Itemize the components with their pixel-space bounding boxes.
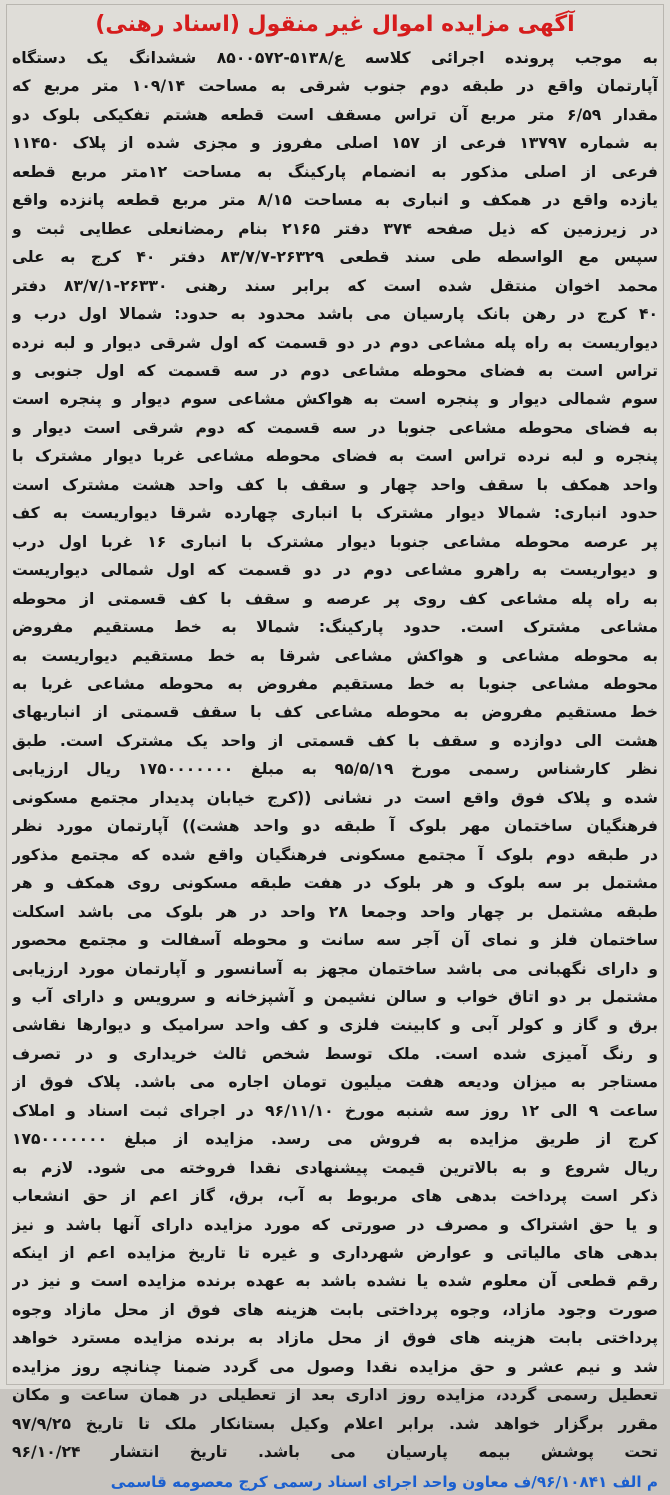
notice-line: محمد اخوان منتقل شده است که برابر سند رهنی ۲۶۳۳۰-۸۳/۷/۱ دفتر (12, 276, 658, 295)
notice-line: مقرر برگزار خواهد شد. برابر اعلام وکیل بستانکار ملک تا تاریخ ۹۷/۹/۲۵ (12, 1414, 658, 1433)
notice-line: حدود انباری: شمالا دیوار مشترک با انباری چهارده شرقا دیواریست به کف (12, 504, 658, 523)
notice-line: به شماره ۱۳۷۹۷ فرعی از ۱۵۷ اصلی مفروز و مجزی شده از پلاک ۱۱۴۵۰ (12, 134, 658, 153)
notice-line: ساعت ۹ الی ۱۲ روز سه شنبه مورخ ۹۶/۱۱/۱۰ در اجرای ثبت اسناد و املاک (12, 1101, 658, 1120)
notice-line: دیواریست به راه پله مشاعی دوم در دو قسمت که اول شرقی دیوار و لبه نرده (12, 333, 658, 352)
notice-line: مشاعی مشترک است. حدود پارکینگ: شمالا به خط مستقیم مفروض (12, 618, 658, 637)
notice-line: مستاجر به میزان ودیعه هفت میلیون تومان اجاره می باشد. پلاک فوق از (12, 1073, 658, 1092)
notice-line: پر عرصه محوطه مشاعی جنوبا دیوار مشترک با انباری ۱۶ غربا اول درب (12, 532, 658, 551)
notice-line: مقدار ۶/۵۹ متر مربع آن تراس مسقف است قطعه هشتم تفکیکی بلوک دو (12, 105, 658, 124)
notice-line: در زیرزمین که ذیل صفحه ۳۷۴ دفتر ۲۱۶۵ بنام رمضانعلی عطایی ثبت و (12, 219, 658, 238)
notice-line: فرعی از اصلی مذکور به انضمام پارکینگ به مساحت ۱۲متر مربع قطعه (12, 162, 658, 181)
notice-line: نظر کارشناس رسمی مورخ ۹۵/۵/۱۹ به مبلغ ۱۷۵۰۰۰۰۰۰۰ ریال ارزیابی (12, 760, 658, 779)
notice-line: تعطیل رسمی گردد، مزایده روز اداری بعد از تعطیلی در همان ساعت و مکان (12, 1386, 658, 1405)
notice-line: سپس مع الواسطه طی سند قطعی ۲۶۳۲۹-۸۳/۷/۷ دفتر ۴۰ کرج به علی (12, 248, 658, 267)
notice-line: خط مستقیم مفروض به محوطه مشاعی کف با سقف قسمتی از انباریهای (12, 703, 658, 722)
notice-line: سوم شمالی دیوار و پنجره است به هواکش مشاعی سوم دیوار و پنجره است (12, 390, 658, 409)
notice-title: آگهی مزایده اموال غیر منقول (اسناد رهنی) (95, 12, 575, 37)
notice-line: ۴۰ کرج در رهن بانک پارسیان می باشد محدود به حدود: شمالا اول درب و (12, 305, 658, 324)
notice-line: مشتمل بر دو اتاق خواب و سالن نشیمن و آشپزخانه و سرویس و دارای آب و (12, 987, 658, 1006)
notice-line: به محوطه مشاعی و هواکش مشاعی شرقا به خط مستقیم دیواریست به (12, 646, 658, 665)
notice-line: و رنگ آمیزی شده است. ملک توسط شخص ثالث خریداری و در تصرف (12, 1044, 658, 1063)
notice-line: طبقه مشتمل بر چهار واحد وجمعا ۲۸ واحد در هر بلوک می باشد اسکلت (12, 902, 658, 921)
notice-line: مشتمل بر سه بلوک و هر بلوک در هفت طبقه مسکونی روی همکف و هر (12, 874, 658, 893)
notice-line: ذکر است پرداخت بدهی های مربوط به آب، برق، گاز اعم از حق انشعاب (12, 1187, 658, 1206)
notice-line: تراس است به فضای محوطه مشاعی دوم در سه قسمت که اول جنوبی و (12, 361, 658, 380)
notice-line: هشت الی دوازده و سقف با کف قسمتی از واحد یک مشترک است. طبق (12, 731, 658, 750)
notice-line: و دیواریست به راهرو مشاعی دوم در دو قسمت که اول شمالی دیواریست (12, 561, 658, 580)
notice-line: رقم قطعی آن معلوم شده یا نشده باشد به عهده برنده مزایده است و نیز در (12, 1272, 658, 1291)
notice-line: آپارتمان واقع در طبقه دوم جنوب شرقی به مساحت ۱۰۹/۱۴ متر مربع که (12, 77, 658, 96)
notice-line: برق و گاز و کولر آبی و کابینت فلزی و کف واحد سرامیک و دیوارها نقاشی (12, 1016, 658, 1035)
notice-line: فرهنگیان ساختمان مهر بلوک آ طبقه دو واحد هشت)) آپارتمان مورد نظر (12, 817, 658, 836)
notice-line: صورت وجود مازاد، وجوه پرداختی بابت هزینه های فوق از محل مازاد وجوه (12, 1300, 658, 1319)
notice-line: و دارای نگهبانی می باشد ساختمان مجهز به آسانسور و آپارتمان مورد ارزیابی (12, 959, 658, 978)
notice-line: واحد همکف با سقف واحد چهار و سقف با کف واحد هشت مشترک است (12, 475, 658, 494)
notice-line: به موجب پرونده اجرائی کلاسه ع/۵۱۳۸-۸۵۰۰۵۷۲ ششدانگ یک دستگاه (12, 49, 658, 67)
notice-line: به راه پله مشاعی کف روی پر عرصه و سقف با کف قسمتی از محوطه (12, 589, 658, 608)
notice-line: بدهی های مالیاتی و عوارض شهرداری و غیره تا تاریخ مزایده اعم از اینکه (12, 1244, 658, 1263)
notice-line: محوطه مشاعی جنوبا به خط مستقیم مفروض به محوطه مشاعی غربا به (12, 674, 658, 693)
notice-footer: م الف ۹۶/۱۰۸۴۱/ف معاون واحد اجرای اسناد رسمی کرج معصومه قاسمی (110, 1472, 658, 1491)
notice-line: کرج از طریق مزایده به فروش می رسد. مزایده از مبلغ ۱۷۵۰۰۰۰۰۰۰ (12, 1130, 658, 1149)
notice-line: شد و نیم عشر و حق مزایده نقدا وصول می گردد ضمنا چنانچه روز مزایده (12, 1357, 658, 1376)
notice-line: ریال شروع و به بالاترین قیمت پیشنهادی نقدا فروخته می شود. لازم به (12, 1158, 658, 1177)
notice-line: شده و پلاک فوق واقع است در نشانی ((کرج خیابان پدیدار مجتمع مسکونی (12, 788, 658, 807)
notice-body (12, 44, 658, 1467)
notice-line: ساختمان فلز و نمای آن آجر سه سانت و محوطه آسفالت و مجتمع محصور (12, 931, 658, 950)
notice-line: پرداختی بابت هزینه های فوق از محل مازاد به برنده مزایده مسترد خواهد (12, 1329, 658, 1348)
notice-line: تحت پوشش بیمه پارسیان می باشد. تاریخ انتشار ۹۶/۱۰/۲۴ (12, 1443, 658, 1462)
notice-line: و یا حق اشتراک و مصرف در صورتی که مورد مزایده دارای آنها باشد و نیز (12, 1215, 658, 1234)
notice-line: یازده واقع در همکف و انباری به مساحت ۸/۱۵ متر مربع قطعه پانزده واقع (12, 191, 658, 210)
notice-line: پنجره و لبه نرده تراس است به فضای محوطه مشاعی غربا دیوار مشترک با (12, 447, 658, 466)
notice-line: در طبقه دوم بلوک آ مجتمع مسکونی فرهنگیان واقع شده که مجتمع مذکور (12, 845, 658, 864)
notice-line: به فضای محوطه مشاعی جنوبا در سه قسمت که دوم شرقی است دیوار و (12, 418, 658, 437)
